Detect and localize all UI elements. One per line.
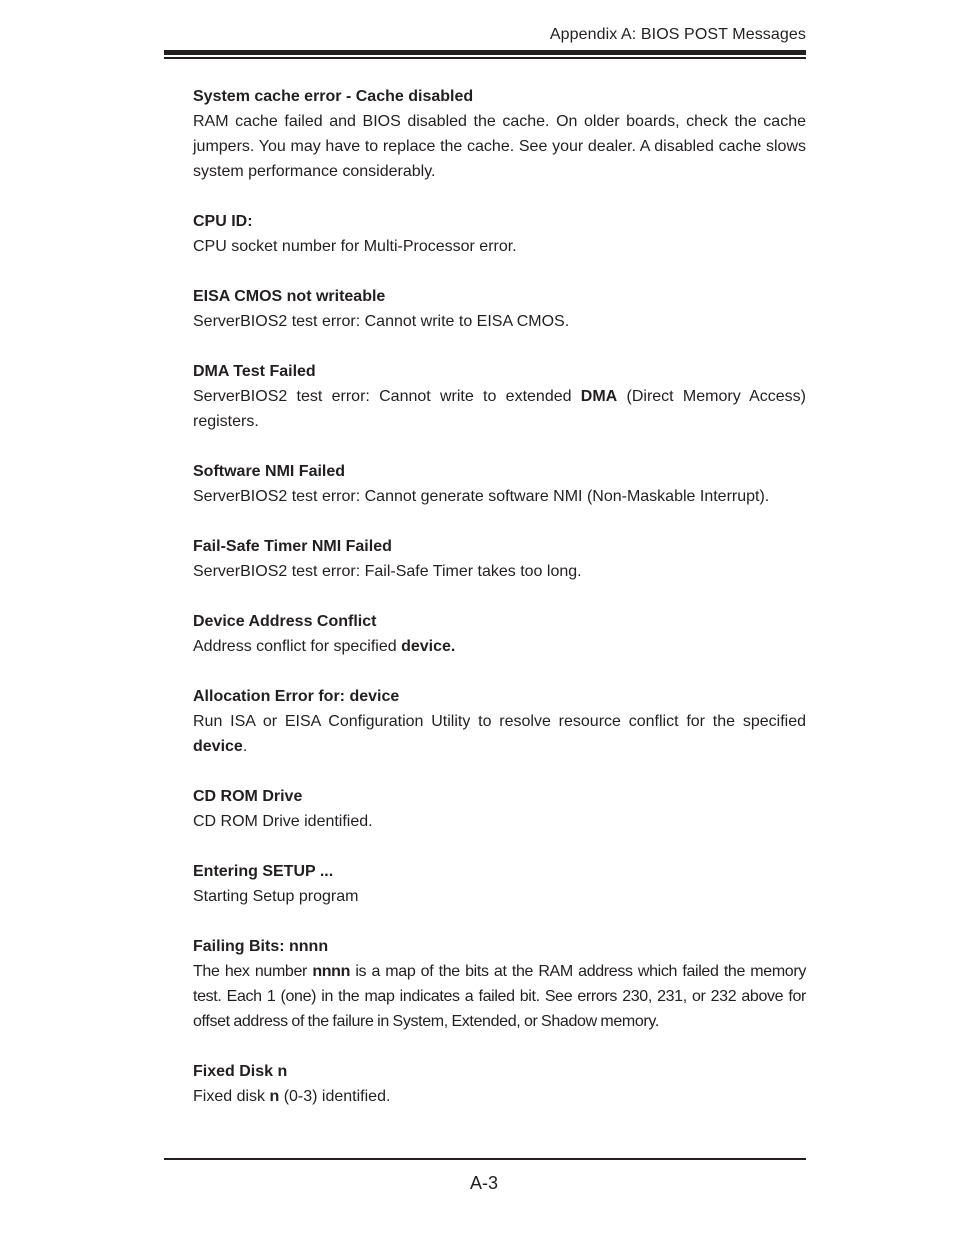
message-entry xyxy=(193,534,806,584)
message-entry xyxy=(193,934,806,1034)
entry-description xyxy=(193,1084,806,1109)
entry-text-bold: device xyxy=(193,738,243,755)
page-number: A-3 xyxy=(469,1173,498,1193)
entry-description xyxy=(193,384,806,434)
entry-description: CD ROM Drive identified. xyxy=(193,813,373,830)
entry-description xyxy=(193,709,806,759)
message-entry xyxy=(193,459,806,509)
entry-text: (Direct Memory Access) registers. xyxy=(193,388,806,430)
running-header: Appendix A: BIOS POST Messages xyxy=(549,26,806,43)
entry-text: The hex number xyxy=(193,963,313,980)
message-entry xyxy=(193,784,806,834)
entry-title: Device Address Conflict xyxy=(193,613,377,630)
entry-title: Fail-Safe Timer NMI Failed xyxy=(193,538,392,555)
message-entry xyxy=(193,209,806,259)
entry-text-bold: n xyxy=(269,1088,280,1105)
entry-text: Address conflict for specified xyxy=(193,638,402,655)
entry-description: ServerBIOS2 test error: Fail-Safe Timer takes too long. xyxy=(193,563,582,580)
entry-text: ServerBIOS2 test error: Cannot write to extended xyxy=(193,388,581,405)
message-entry xyxy=(193,684,806,759)
entry-text-bold: nnnn xyxy=(312,963,351,980)
entry-text: (0-3) identified. xyxy=(279,1088,391,1105)
entry-description: ServerBIOS2 test error: Cannot write to EISA CMOS. xyxy=(193,313,570,330)
entry-text-bold: DMA xyxy=(580,388,618,405)
entry-title: EISA CMOS not writeable xyxy=(193,288,386,305)
entry-text-bold: device. xyxy=(401,638,456,655)
entry-description: Starting Setup program xyxy=(193,888,359,905)
message-list xyxy=(193,84,806,1134)
entry-description: CPU socket number for Multi-Processor error. xyxy=(193,238,517,255)
entry-description xyxy=(193,634,806,659)
message-entry xyxy=(193,609,806,659)
entry-description: ServerBIOS2 test error: Cannot generate software NMI (Non-Maskable Interrupt). xyxy=(193,488,770,505)
message-entry xyxy=(193,1059,806,1109)
entry-text: Run ISA or EISA Configuration Utility to resolve resource conflict for the specified xyxy=(193,713,806,730)
entry-description: RAM cache failed and BIOS disabled the cache. On older boards, check the cache jumpers. You may have to replace the cache. See your dealer. A disabled cache slows system performance considerably. xyxy=(193,113,806,180)
entry-title: System cache error - Cache disabled xyxy=(193,88,474,105)
message-entry xyxy=(193,359,806,434)
entry-title: Software NMI Failed xyxy=(193,463,346,480)
entry-title: Entering SETUP ... xyxy=(193,863,334,880)
entry-description xyxy=(193,959,806,1034)
entry-title: CD ROM Drive xyxy=(193,788,303,805)
message-entry xyxy=(193,284,806,334)
entry-text: is a map of the bits at the RAM address which failed the memory test. Each 1 (one) in the map indicates a failed bit. See errors 230, 231, or 232 above for offset address of the failure in System, Extended, or Shadow memory. xyxy=(193,963,806,1030)
footer-rule xyxy=(164,1158,806,1160)
entry-text: . xyxy=(242,738,248,755)
header-rule-thin xyxy=(164,57,806,59)
entry-title: Failing Bits: nnnn xyxy=(193,938,329,955)
entry-title: Allocation Error for: device xyxy=(193,688,400,705)
message-entry xyxy=(193,84,806,184)
entry-title: Fixed Disk n xyxy=(193,1063,288,1080)
header-rule-thick xyxy=(164,50,806,55)
entry-title: DMA Test Failed xyxy=(193,363,316,380)
message-entry xyxy=(193,859,806,909)
entry-title: CPU ID: xyxy=(193,213,253,230)
entry-text: Fixed disk xyxy=(193,1088,270,1105)
